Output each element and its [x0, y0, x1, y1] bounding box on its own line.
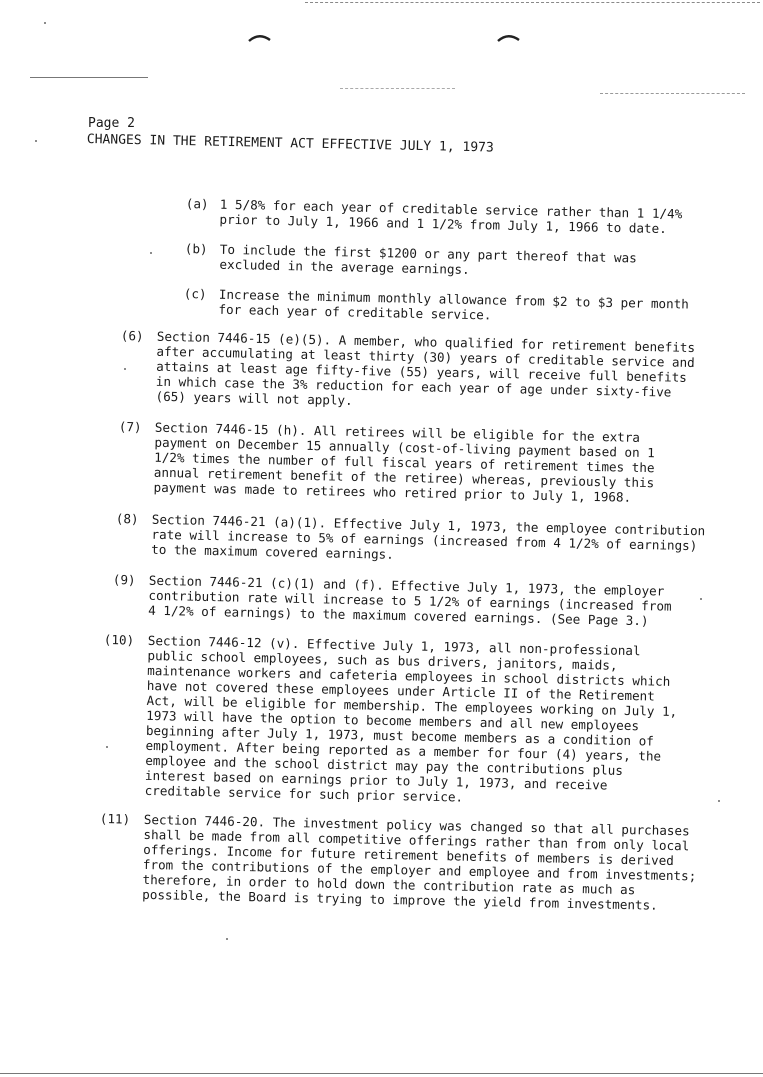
subitem-text: Increase the minimum monthly allowance from $2 to $3 per month for each year of creditable service. — [218, 286, 689, 323]
item-label: (6) — [120, 328, 144, 344]
subitem-b — [184, 241, 645, 281]
subitem-label: (c) — [183, 286, 207, 302]
item-label: (8) — [115, 511, 139, 527]
subitem-a — [185, 196, 688, 237]
item-label: (7) — [118, 419, 142, 435]
item-label: (11) — [99, 811, 131, 827]
header-rule-left — [30, 77, 148, 78]
item-text: Section 7446-21 (c)(1) and (f). Effective July 1, 1973, the employer contribution rate will increase to 5 1/2% of earnings (increased from 4 1/2% of earnings) to the maximum covered earnings. (See Page 3.) — [148, 572, 672, 629]
punch-hole-mark-right — [496, 32, 522, 44]
item-text: Section 7446-21 (a)(1). Effective July 1, 1973, the employee contribution rate will increase to 5% of earnings (increased from 4 1/2% of earnings) to the maximum covered earnings. — [151, 511, 706, 562]
subitem-text: 1 5/8% for each year of creditable service rather than 1 1/4% prior to July 1, 1966 and 1 1/2% from July 1, 1966 to date. — [219, 196, 683, 237]
item-text: Section 7446-20. The investment policy was changed so that all purchases shall be made from all competitive offerings rather than from only local offerings. Income for future retirement benefits of members is derived from the contributions of the employer and employee and from investments; therefore, in order to hold down the contribution rate as much as possible, the Board is trying to improve the yield from investments. — [142, 811, 697, 913]
bottom-rule — [0, 1073, 763, 1074]
speck — [718, 800, 720, 802]
item-text: Section 7446-15 (e)(5). A member, who qualified for retirement benefits after accumulating at least thirty (30) years of creditable service and attains at least age fifty-five (55) years, will receive full benefits in which case the 3% reduction for each year of age under sixty-five (65) years will not apply. — [155, 328, 696, 408]
header-rule-mid — [340, 88, 455, 89]
subitem-label: (a) — [185, 196, 209, 212]
subitem-label: (b) — [184, 241, 208, 257]
item-7 — [117, 419, 678, 506]
item-11 — [98, 811, 705, 914]
item-label: (9) — [112, 572, 136, 588]
item-6 — [119, 328, 706, 415]
header-rule-right — [600, 93, 745, 94]
speck — [150, 252, 152, 254]
top-edge-dashes — [305, 2, 760, 3]
item-text: Section 7446-12 (v). Effective July 1, 1973, all non-professional public school employees, such as bus drivers, janitors, maids, maintenance workers and cafeteria employees in school districts which have not covered these employees under Article II of the Retirement Act, will be eligible for membership. The employees working on July 1, 1973 will have the option to become members and all new employees beginning after July 1, 1973, must become members as a condition of employment. After being reported as a member for four (4) years, the employee and the school district may pay the contributions plus interest based on earnings prior to July 1, 1973, and receive creditable service for such prior service. — [144, 632, 678, 805]
item-8 — [115, 511, 716, 569]
speck — [226, 938, 228, 940]
punch-hole-mark-left — [247, 32, 273, 44]
item-text: Section 7446-15 (h). All retirees will be eligible for the extra payment on December 15 annually (cost-of-living payment based on 1 1/2% times the number of full fiscal years of retirement times the annual retirement benefit of the retiree) whereas, previously this payment was made to retirees who retired prior to July 1, 1968. — [153, 419, 655, 505]
speck — [700, 598, 702, 600]
subitem-text: To include the first $1200 or any part thereof that was excluded in the average earnings. — [219, 241, 637, 277]
page-label: Page 2 — [88, 116, 135, 131]
subitem-c — [183, 286, 692, 327]
item-label: (10) — [103, 632, 135, 648]
item-10 — [101, 632, 689, 809]
speck — [44, 22, 46, 24]
speck — [35, 140, 37, 142]
document-title: CHANGES IN THE RETIREMENT ACT EFFECTIVE JULY 1, 1973 — [86, 132, 494, 156]
item-9 — [112, 572, 685, 629]
